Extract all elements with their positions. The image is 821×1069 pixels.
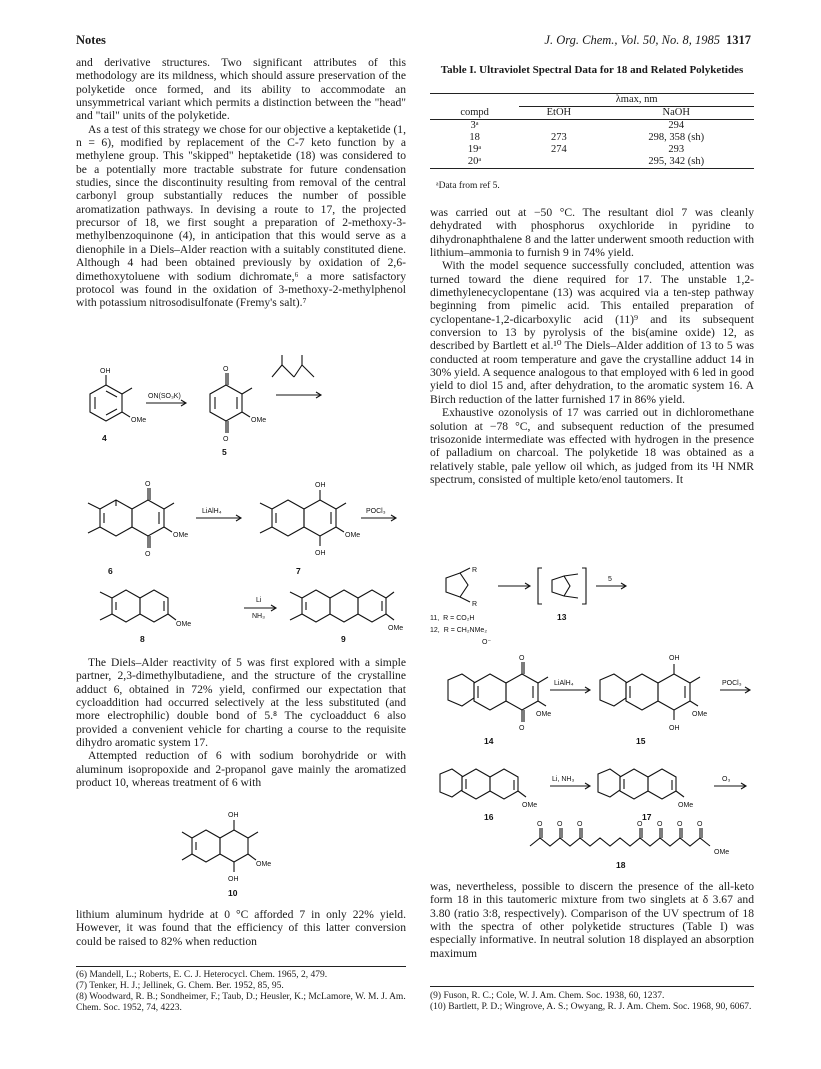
oxygen-label: O <box>537 821 543 828</box>
methoxy-label: OMe <box>678 802 694 809</box>
diene-ring <box>552 576 570 596</box>
cyclopentane-ring <box>600 674 626 706</box>
scheme-ozonolysis <box>430 760 760 875</box>
oxygen-label: O <box>519 655 525 662</box>
cell <box>519 120 598 133</box>
methyl-bond <box>100 614 112 620</box>
diene-bond <box>272 365 294 377</box>
oxygen-label: O <box>145 551 151 558</box>
cell: 20ᵃ <box>467 156 482 167</box>
cyclopentane-ring <box>598 769 620 797</box>
polyketide-chain <box>530 838 710 846</box>
r-label: R <box>472 567 478 574</box>
reagent-li-nh3: Li, NH₃ <box>552 776 575 783</box>
paragraph: Exhaustive ozonolysis of 17 was carried out in dichloromethane solution at −78 °C, and subsequent reduction of the presumed trisozonide intermediate was effected with hydrogen in the presence of palladium on charcoal. The polyketide 18 was obtained as a relatively stable, pale yellow oil which, as judged from its ¹H NMR spectrum, consisted of multiple keto/enol tautomers. It <box>430 406 754 486</box>
oxygen-label: O <box>657 821 663 828</box>
footnotes-right <box>430 991 754 1013</box>
right-column-top <box>430 206 754 486</box>
reagent-lialh4: LiAlH₄ <box>554 680 574 687</box>
footnotes-left <box>76 970 406 1014</box>
footnote: (8) Woodward, R. B.; Sondheimer, F.; Taub, D.; Heusler, K.; McLamore, W. M. J. Am. Chem. Soc. 1952, 74, 4223. <box>76 992 406 1013</box>
methyl-bond <box>164 503 174 509</box>
footnote-rule <box>430 986 754 987</box>
bond <box>294 365 302 377</box>
bond <box>460 568 470 573</box>
table-title: Table I. Ultraviolet Spectral Data for 18 and Related Polyketides <box>440 64 744 76</box>
methyl-bond <box>386 592 394 598</box>
hydroxyl-label: OH <box>315 482 326 489</box>
cell: 3ᵃ <box>470 120 479 131</box>
paragraph: was, nevertheless, possible to discern the presence of the all-keto form 18 in this tautomeric mixture from two singlets at δ 3.67 and 3.80 (ratio 3:8, respectively). Comparison of the UV spectrum of 18 with the spectra of other polyketide structures (Table I) was especially informative. In neutral solution 18 displayed an absorption maximum <box>430 880 754 960</box>
cell: 273 <box>551 132 567 143</box>
hydroxyl-label: OH <box>669 725 680 732</box>
methoxy-label: OMe <box>256 861 272 868</box>
footnote: (7) Tenker, H. J.; Jellinek, G. Chem. Ber. 1952, 85, 95. <box>76 981 284 991</box>
ring <box>474 674 506 710</box>
table-footnote: ᵃData from ref 5. <box>436 181 500 191</box>
cell: 298, 358 (sh) <box>648 132 705 143</box>
ring <box>330 590 358 622</box>
hydroxyl-label: OH <box>100 368 111 375</box>
cyclopentane-ring <box>448 674 474 706</box>
paragraph: With the model sequence successfully concluded, attention was turned toward the diene required for 17. The unstable 1,2-dimethylenecyclopentane (13) was acquired via a ten-step pathway beginning from pimelic acid. This entailed preparation of cyclopentane-1,2-dicarboxylic acid (11)⁹ and its subsequent conversion to 13 by pyrolysis of the bis(amine oxide) 12, as described by Bartlett et al.¹⁰ The Diels–Alder addition of 13 to 5 was conducted at room temperature and gave the crystalline adduct 14 in 30% yield. A sequence analogous to that employed with 6 led in good yield to diol 15 and, after dehydration, to the aromatic system 16. A Birch reduction of the latter furnished 17 in 86% yield. <box>430 259 754 406</box>
left-column-top <box>76 56 406 310</box>
methyl-bond <box>260 527 272 533</box>
table-row <box>430 144 754 156</box>
hydroxyl-label: OH <box>228 812 239 819</box>
methoxy-label: OMe <box>692 711 708 718</box>
right-column-bottom <box>430 880 754 960</box>
compound-number-15: 15 <box>636 736 646 746</box>
oxygen-label: O <box>223 366 229 373</box>
hydroxyl-label: OH <box>669 655 680 662</box>
ring <box>626 674 658 710</box>
methyl-bond <box>242 388 252 394</box>
reagent-o3: O₃ <box>722 776 731 783</box>
oxygen-label: O <box>145 481 151 488</box>
bond <box>164 527 172 532</box>
scheme-quinone-oxidation <box>76 355 406 470</box>
compound-number-8: 8 <box>140 634 145 644</box>
paragraph: Attempted reduction of 6 with sodium borohydride or with aluminum isopropoxide and 2-propanol gave mainly the aromatized product 10, whereas treatment of 6 with <box>76 749 406 790</box>
oxygen-label: O <box>677 821 683 828</box>
reagent-5: 5 <box>608 576 612 583</box>
bracket-right <box>582 568 586 604</box>
structure-10 <box>176 810 286 900</box>
page-number: 1317 <box>726 33 751 47</box>
compound-number-10: 10 <box>228 888 238 898</box>
bond <box>248 854 256 860</box>
methoxy-label: OMe <box>536 711 552 718</box>
footnote: (6) Mandell, L.; Roberts, E. C. J. Heterocycl. Chem. 1965, 2, 479. <box>76 970 328 980</box>
methoxy-label: OMe <box>131 417 147 424</box>
cell: 18 <box>469 132 480 143</box>
label-11: 11, R = CO₂H <box>430 615 475 622</box>
reagent-nh3: NH₃ <box>252 613 265 620</box>
scheme-diene <box>430 568 760 648</box>
reagent-pocl3: POCl₃ <box>366 508 386 515</box>
methyl-bond <box>336 503 346 509</box>
reagent-pocl3: POCl₃ <box>722 680 742 687</box>
compound-number-16: 16 <box>484 812 494 822</box>
paragraph: The Diels–Alder reactivity of 5 was first explored with a simple partner, 2,3-dimethylbutadiene, and the structure of the crystalline adduct 6, obtained in 72% yield, confirmed our expectation that cycloaddition had occurred selectively at the less substituted (and more electrophilic) double bond of 5.⁸ The cycloadduct 6 also provided a convenient vehicle for charting a course to the requisite dihydro aromatic system 17. <box>76 656 406 750</box>
methoxy-label: OMe <box>176 621 192 628</box>
methyl-bond <box>260 503 272 509</box>
oxygen-label: O <box>519 725 525 732</box>
methylene-bond <box>564 596 578 598</box>
running-head-left: Notes <box>76 33 106 47</box>
bond <box>518 791 526 797</box>
lambda-header: λmax, nm <box>519 94 754 107</box>
cell: 19ᵃ <box>467 144 482 155</box>
methyl-bond <box>248 832 258 838</box>
paragraph: was carried out at −50 °C. The resultant diol 7 was cleanly dehydrated with phosphorus oxychloride in pyridine to dihydronaphthalene 8 and the latter underwent smooth reduction with lithium–ammonia to furnish 9 in 74% yield. <box>430 206 754 260</box>
oxygen-label: O <box>697 821 703 828</box>
oxygen-label: O <box>637 821 643 828</box>
column-header: EtOH <box>546 107 572 118</box>
cell: 293 <box>668 144 685 155</box>
bracket-left <box>538 568 542 604</box>
paragraph: lithium aluminum hydride at 0 °C afforded 7 in only 22% yield. However, it was found that the efficiency of this latter conversion could be raised to 82% when reduction <box>76 908 406 948</box>
methyl-bond <box>122 388 132 394</box>
ring <box>272 500 304 536</box>
methoxy-label: OMe <box>714 849 730 856</box>
column-header: NaOH <box>662 107 690 118</box>
compound-number-9: 9 <box>341 634 346 644</box>
cell: 294 <box>668 120 685 131</box>
methylene-bond <box>564 574 578 576</box>
oxygen-label: O <box>577 821 583 828</box>
uv-table <box>430 93 754 169</box>
compound-number-17: 17 <box>642 812 652 822</box>
bond <box>460 597 470 602</box>
methoxy-label: OMe <box>388 625 404 632</box>
paragraph: and derivative structures. Two significant attributes of this methodology are its mildness, which should assure preservation of the polyketide once formed, and its ability to accommodate an unsymmetrical variant which permits a distinction between the "head" and "tail" units of the polyketide. <box>76 56 406 123</box>
oxygen-label: O <box>223 436 229 443</box>
table-row <box>430 132 754 144</box>
paragraph: As a test of this strategy we chose for our objective a keptaketide (1, n = 6), modified by replacement of the C-7 keto function by a methylene group. This "skipped" heptaketide (18) was considered to be a potentially more tractable substrate for future condensation studies, since the discontinuity resulting from removal of the central carbonyl group substantially reduces the number of possible aromatization pathways. In devising a route to 17, the projected precursor of 18, we first sought a preparation of 2-methoxy-3-methylbenzoquinone (4), in anticipation that this would serve as a dienophile in a Diels–Alder reaction with a suitably constituted diene. Although 4 had been obtained previously by oxidation of 2,6-dimethoxytoluene with sodium dichromate,⁶ a more satisfactory protocol was found in the oxidation of 3-methoxy-2-methylphenol with potassium nitrosodisulfonate (Fremy's salt).⁷ <box>76 122 406 310</box>
bond <box>336 527 344 532</box>
compound-number-6: 6 <box>108 566 113 576</box>
methyl-bond <box>290 614 302 620</box>
reagent-fremy: ON(SO₃K) <box>148 393 181 400</box>
methyl-bond <box>182 854 192 860</box>
compound-number-7: 7 <box>296 566 301 576</box>
methyl-bond <box>100 592 112 598</box>
cyclopentane-ring <box>440 769 462 797</box>
bond <box>242 412 250 417</box>
methyl-bond <box>538 677 548 683</box>
table-row <box>430 156 754 169</box>
left-column-bottom <box>76 908 406 948</box>
cell <box>519 156 598 169</box>
scheme-birch <box>76 580 406 655</box>
methyl-bond <box>690 677 700 683</box>
table-row <box>430 120 754 133</box>
amine-oxide-label: O⁻ <box>482 639 492 646</box>
bond <box>168 614 176 620</box>
bond <box>106 391 117 397</box>
left-column-middle <box>76 656 406 789</box>
cell: 274 <box>551 144 567 155</box>
footnote-rule <box>76 966 406 967</box>
running-head-right <box>544 33 751 48</box>
scheme-reduction <box>76 470 406 580</box>
compound-number-13: 13 <box>557 612 567 622</box>
methyl-bond <box>88 503 100 509</box>
methoxy-label: OMe <box>522 802 538 809</box>
footnote: (10) Bartlett, P. D.; Wingrove, A. S.; Owyang, R. J. Am. Chem. Soc. 1968, 90, 6067. <box>430 1002 752 1012</box>
bond <box>302 365 314 377</box>
methyl-bond <box>182 832 192 838</box>
methoxy-label: OMe <box>251 417 267 424</box>
compound-number-18: 18 <box>616 860 626 870</box>
hydroxyl-label: OH <box>228 876 239 883</box>
cell: 295, 342 (sh) <box>648 156 705 167</box>
label-12: 12, R = CH₂NMe₂ <box>430 627 488 634</box>
aromatic-ring <box>220 830 248 862</box>
bond <box>106 409 117 415</box>
bond <box>122 412 130 417</box>
methoxy-label: OMe <box>173 532 189 539</box>
bond <box>690 701 698 706</box>
oxygen-label: O <box>557 821 563 828</box>
methoxy-label: OMe <box>345 532 361 539</box>
bond <box>386 614 394 620</box>
cyclopentane-ring <box>446 573 468 597</box>
bond <box>676 791 684 797</box>
footnote: (9) Fuson, R. C.; Cole, W. J. Am. Chem. Soc. 1938, 60, 1237. <box>430 991 665 1001</box>
methyl-bond <box>290 592 302 598</box>
column-header: compd <box>460 106 489 118</box>
journal-citation: J. Org. Chem., Vol. 50, No. 8, 1985 <box>544 33 720 47</box>
compound-number-14: 14 <box>484 736 494 746</box>
scheme-reduction-cp <box>430 650 760 760</box>
compound-number-5: 5 <box>222 447 227 457</box>
reagent-lialh4: LiAlH₄ <box>202 508 222 515</box>
hydroxyl-label: OH <box>315 550 326 557</box>
compound-number-4: 4 <box>102 433 107 443</box>
methyl-bond <box>88 527 100 533</box>
reagent-li: Li <box>256 597 262 604</box>
r-label: R <box>472 601 478 608</box>
bond <box>538 701 546 706</box>
